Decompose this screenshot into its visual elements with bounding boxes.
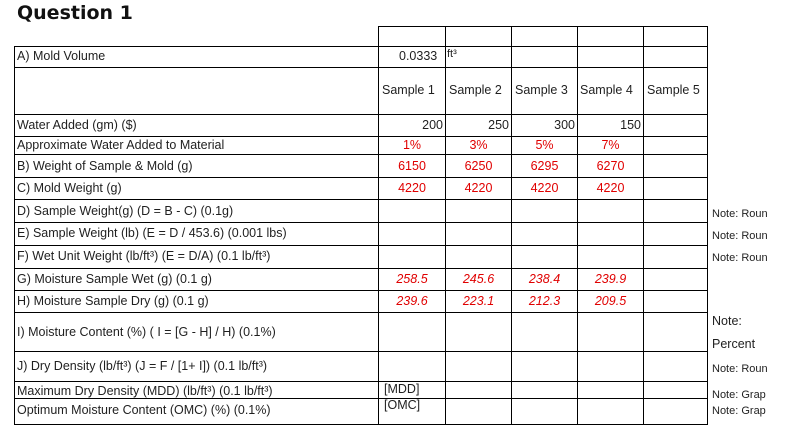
moisture-wet-4[interactable]: 239.9: [594, 272, 627, 286]
mold-volume-unit: ft³: [447, 48, 457, 60]
weight-sample-mold-3[interactable]: 6295: [530, 159, 559, 173]
water-added-3[interactable]: 300: [554, 118, 575, 132]
row-label-water-added: Water Added (gm) ($): [17, 118, 137, 132]
weight-sample-mold-2[interactable]: 6250: [464, 159, 493, 173]
page-title: Question 1: [17, 2, 133, 24]
moisture-wet-2[interactable]: 245.6: [462, 272, 495, 286]
water-added-1[interactable]: 200: [422, 118, 443, 132]
note-mdd: Note: Grap: [712, 389, 766, 401]
approx-water-1[interactable]: 1%: [402, 138, 422, 152]
note-moisture-content-percent: Percent: [712, 337, 756, 351]
note-moisture-content: Note:: [712, 314, 742, 328]
moisture-dry-1[interactable]: 239.6: [396, 294, 428, 308]
note-sample-weight-lb: Note: Roun: [712, 230, 768, 242]
moisture-wet-1[interactable]: 258.5: [396, 272, 428, 286]
mold-weight-2[interactable]: 4220: [464, 181, 493, 195]
approx-water-2[interactable]: 3%: [469, 138, 488, 152]
moisture-dry-3[interactable]: 212.3: [528, 294, 561, 308]
mold-volume-value[interactable]: 0.0333: [399, 49, 438, 63]
mold-volume-label: A) Mold Volume: [17, 49, 106, 63]
row-label-approx-water: Approximate Water Added to Material: [17, 138, 225, 152]
water-added-2[interactable]: 250: [488, 118, 509, 132]
moisture-dry-2[interactable]: 223.1: [462, 294, 495, 308]
row-label-sample-weight-lb: E) Sample Weight (lb) (E = D / 453.6) (0.001 lbs): [17, 226, 287, 240]
moisture-dry-4[interactable]: 209.5: [594, 294, 627, 308]
sample-header-1: Sample 1: [382, 83, 435, 97]
mold-weight-1[interactable]: 4220: [398, 181, 426, 195]
sample-header-2: Sample 2: [449, 83, 502, 97]
row-label-omc: Optimum Moisture Content (OMC) (%) (0.1%): [17, 403, 271, 417]
row-label-sample-weight-g: D) Sample Weight(g) (D = B - C) (0.1g): [17, 204, 234, 218]
note-sample-weight-g: Note: Roun: [712, 208, 768, 220]
note-wet-unit-weight: Note: Roun: [712, 252, 768, 264]
weight-sample-mold-1[interactable]: 6150: [398, 159, 426, 173]
row-label-moisture-dry: H) Moisture Sample Dry (g) (0.1 g): [17, 294, 209, 308]
sample-header-5: Sample 5: [647, 83, 700, 97]
row-label-wet-unit-weight: F) Wet Unit Weight (lb/ft³) (E = D/A) (0.1 lb/ft³): [17, 249, 271, 263]
sample-header-3: Sample 3: [515, 83, 568, 97]
moisture-wet-3[interactable]: 238.4: [528, 272, 561, 286]
row-label-mold-weight: C) Mold Weight (g): [17, 181, 122, 195]
row-label-mdd: Maximum Dry Density (MDD) (lb/ft³) (0.1 lb/ft³): [17, 384, 273, 398]
note-omc: Note: Grap: [712, 405, 766, 417]
mold-weight-4[interactable]: 4220: [596, 181, 625, 195]
weight-sample-mold-4[interactable]: 6270: [596, 159, 625, 173]
approx-water-3[interactable]: 5%: [535, 138, 554, 152]
row-label-moisture-wet: G) Moisture Sample Wet (g) (0.1 g): [17, 272, 212, 286]
mdd-value[interactable]: [MDD]: [384, 382, 420, 396]
mold-weight-3[interactable]: 4220: [530, 181, 559, 195]
row-label-weight-sample-mold: B) Weight of Sample & Mold (g): [17, 159, 193, 173]
row-label-dry-density: J) Dry Density (lb/ft³) (J = F / [1+ I]) (0.1 lb/ft³): [17, 359, 268, 373]
sample-header-4: Sample 4: [580, 83, 633, 97]
omc-value[interactable]: [OMC]: [384, 398, 421, 412]
note-dry-density: Note: Roun: [712, 363, 768, 375]
row-label-moisture-content: I) Moisture Content (%) ( I = [G - H] / H) (0.1%): [17, 325, 276, 339]
water-added-4[interactable]: 150: [620, 118, 641, 132]
approx-water-4[interactable]: 7%: [601, 138, 620, 152]
